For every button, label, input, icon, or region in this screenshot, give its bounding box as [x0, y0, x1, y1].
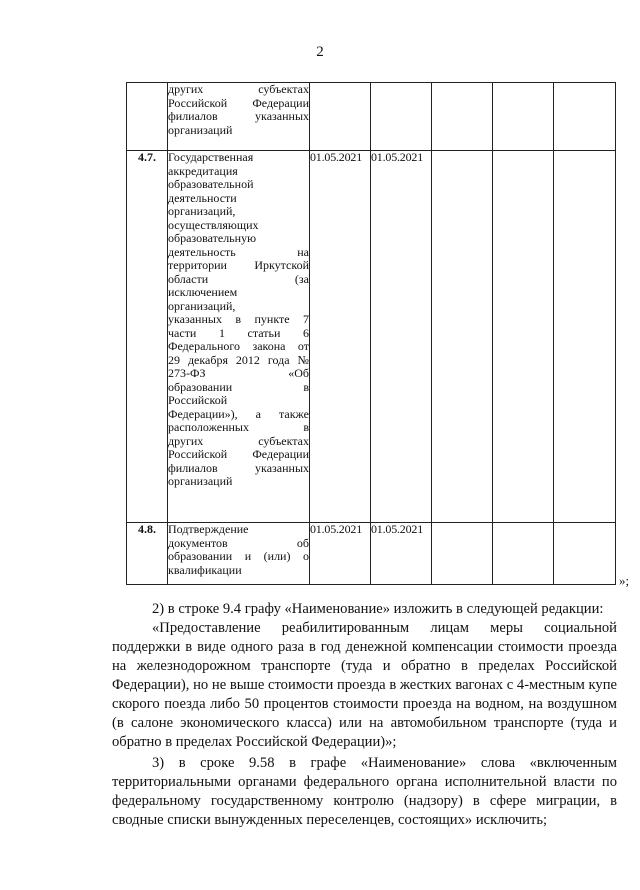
- name-line: расположенных в: [168, 420, 309, 434]
- empty-cell: [554, 523, 616, 585]
- empty-cell: [432, 83, 493, 151]
- name-line: Российской Федерации: [168, 95, 309, 110]
- row-date2: 01.05.2021: [371, 151, 432, 523]
- empty-cell: [554, 151, 616, 523]
- table-row: [127, 523, 616, 585]
- name-line: 273-ФЗ «Об: [168, 366, 309, 380]
- name-line: Подтверждение: [168, 522, 249, 536]
- row-name: [168, 523, 310, 585]
- empty-cell: [493, 83, 554, 151]
- name-line: организаций: [168, 474, 233, 488]
- name-line: области (за: [168, 271, 309, 286]
- name-line: организаций,: [168, 204, 236, 218]
- name-line: образовательную: [168, 231, 257, 245]
- name-line: деятельности: [168, 190, 237, 205]
- name-line: исключением: [168, 285, 238, 299]
- paragraph-2: 2) в строке 9.4 графу «Наименование» изложить в следующей редакции:: [152, 601, 604, 617]
- name-line: филиалов указанных: [168, 460, 309, 475]
- name-line: других субъектах: [168, 82, 309, 96]
- row-date2: 01.05.2021: [371, 523, 432, 585]
- closing-quote: »;: [619, 573, 630, 588]
- name-line: Федерального закона от: [168, 339, 309, 353]
- paragraph-3: 3) в сроке 9.58 в графе «Наименование» слова «включенным территориальными органами федерального органа исполнительной власти по федеральному государственному контролю (надзору) в сфере миграции, в сводные списки вынужденных переселенцев, состоящих» исключить;: [112, 755, 617, 828]
- table-row: [127, 83, 616, 151]
- name-line: Российской: [168, 393, 228, 407]
- amendment-text: [112, 600, 617, 830]
- paragraph-quote: «Предоставление реабилитированным лицам меры социальной поддержки в виде одного раза в год денежной компенсации стоимости проезда на железнодорожном транспорте (туда и обратно в пределах Российской Федерации), но не выше стоимости проезда в жестких вагонах с 4-местным купе скорого поезда либо 50 процентов стоимости проезда на водном, на воздушном (в салоне экономического класса) или на автомобильном транспорте (туда и обратно в пределах Российской Федерации)»;: [112, 620, 617, 750]
- empty-cell: [432, 523, 493, 585]
- name-line: других субъектах: [168, 433, 309, 448]
- name-line: территории Иркутской: [168, 258, 309, 272]
- name-line: осуществляющих: [168, 217, 259, 232]
- row-number: 4.7.: [127, 151, 168, 523]
- table-row: [127, 151, 616, 523]
- row-date1: [310, 83, 371, 151]
- name-line: Государственная: [168, 150, 254, 164]
- row-name: [168, 151, 310, 523]
- name-line: деятельность на: [168, 244, 309, 259]
- name-line: части 1 статьи 6: [168, 325, 309, 340]
- name-line: документов об: [168, 535, 309, 550]
- regulation-table: [126, 82, 616, 585]
- row-date1: 01.05.2021: [310, 523, 371, 585]
- name-line: образовании и (или) о: [168, 549, 309, 563]
- name-line: указанных в пункте 7: [168, 312, 309, 326]
- row-number: 4.8.: [127, 523, 168, 585]
- row-number: [127, 83, 168, 151]
- name-line: 29 декабря 2012 года №: [168, 352, 309, 367]
- name-line: образовательной: [168, 177, 254, 191]
- name-line: аккредитация: [168, 163, 238, 178]
- name-line: квалификации: [168, 562, 242, 577]
- name-line: образовании в: [168, 379, 309, 394]
- page-number: 2: [316, 44, 324, 60]
- row-name: [168, 83, 310, 151]
- row-date1: 01.05.2021: [310, 151, 371, 523]
- empty-cell: [493, 523, 554, 585]
- name-line: организаций: [168, 122, 233, 137]
- empty-cell: [554, 83, 616, 151]
- name-line: организаций,: [168, 298, 236, 313]
- name-line: Федерации»), а также: [168, 406, 309, 421]
- row-date2: [371, 83, 432, 151]
- empty-cell: [493, 151, 554, 523]
- empty-cell: [432, 151, 493, 523]
- name-line: филиалов указанных: [168, 109, 309, 123]
- name-line: Российской Федерации: [168, 447, 309, 461]
